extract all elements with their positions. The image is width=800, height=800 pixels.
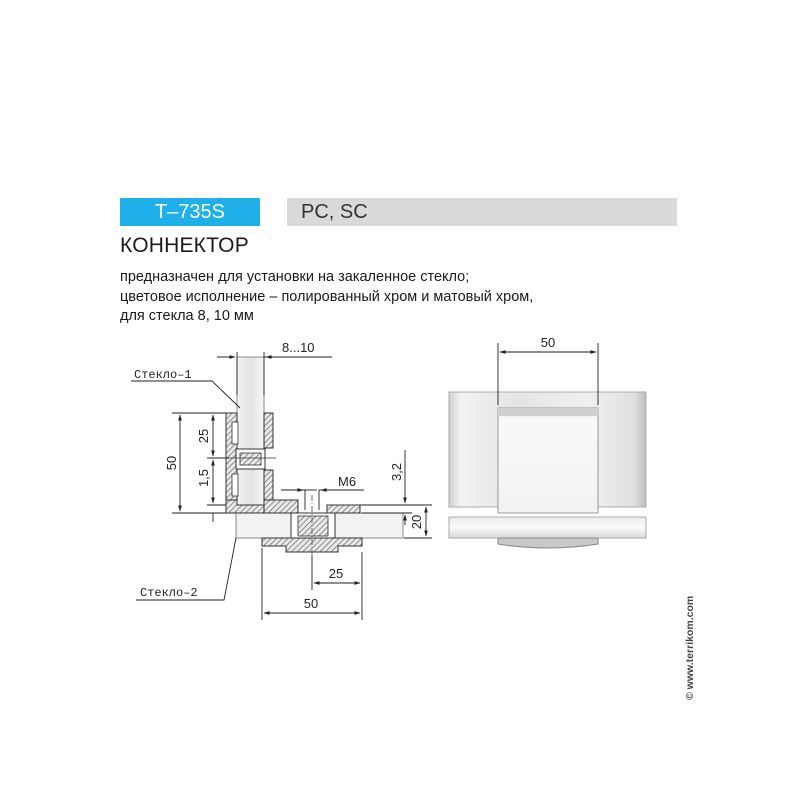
dim-width-25: 25 bbox=[328, 566, 344, 581]
front-view bbox=[449, 335, 646, 548]
base-plate-front bbox=[449, 517, 646, 538]
finish-codes-bar: PC, SC bbox=[287, 198, 677, 226]
dim-height-50: 50 bbox=[164, 455, 179, 471]
dim-20: 20 bbox=[409, 514, 424, 530]
dim-width-50: 50 bbox=[303, 596, 319, 611]
description-line-2: цветовое исполнение – полированный хром и матовый хром, bbox=[120, 288, 534, 305]
dim-3-2: 3,2 bbox=[389, 462, 404, 482]
description-line-1: предназначен для установки на закаленное стекло; bbox=[120, 269, 470, 285]
glass-1-panel bbox=[237, 357, 264, 507]
callout-glass-1: Стекло–1 bbox=[134, 368, 192, 382]
copyright-text: © www.terrikom.com bbox=[684, 595, 696, 700]
dim-gap-1-5: 1,5 bbox=[196, 468, 211, 488]
dim-thread-m6: M6 bbox=[338, 474, 357, 489]
product-title: КОННЕКТОР bbox=[120, 234, 249, 257]
description-line-3: для стекла 8, 10 мм bbox=[120, 308, 254, 324]
dim-height-25: 25 bbox=[196, 428, 211, 444]
dim-front-width-50: 50 bbox=[540, 335, 556, 350]
clamp-cap-front bbox=[498, 538, 598, 548]
callout-glass-2: Стекло–2 bbox=[140, 586, 198, 600]
product-code-badge: T–735S bbox=[120, 198, 260, 226]
dim-glass-thickness: 8...10 bbox=[282, 340, 315, 355]
connector-body-front bbox=[498, 408, 598, 513]
section-view bbox=[131, 340, 432, 620]
